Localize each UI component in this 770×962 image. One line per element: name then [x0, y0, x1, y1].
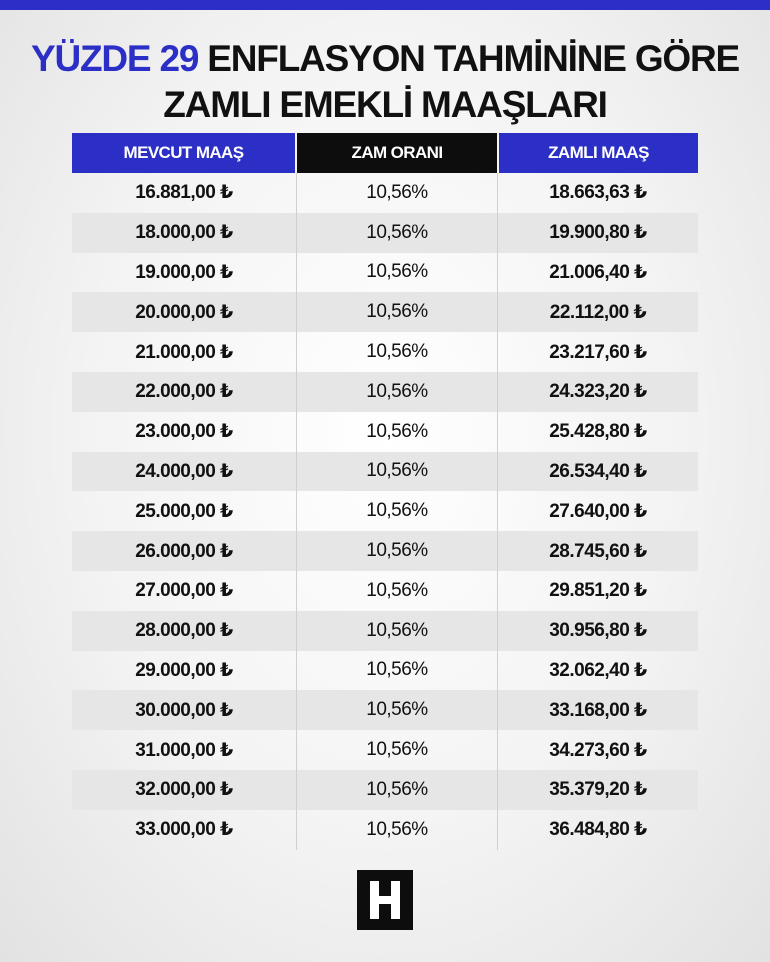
cell-current-salary: 22.000,00 ₺ [72, 372, 297, 412]
cell-current-salary: 23.000,00 ₺ [72, 412, 297, 452]
table-row [72, 412, 698, 452]
table-row [72, 332, 698, 372]
cell-current-salary: 21.000,00 ₺ [72, 332, 297, 372]
cell-raised-salary: 36.484,80 ₺ [549, 819, 647, 841]
cell-raised-salary: 19.900,80 ₺ [549, 222, 647, 244]
cell-raise-rate: 10,56% [297, 611, 498, 651]
cell-current-salary: 31.000,00 ₺ [72, 730, 297, 770]
cell-raised-salary: 33.168,00 ₺ [549, 699, 647, 721]
h-logo-icon [357, 870, 413, 930]
table-row [72, 690, 698, 730]
cell-raised-salary: 35.379,20 ₺ [549, 779, 647, 801]
cell-raised-salary: 25.428,80 ₺ [549, 421, 647, 443]
cell-raised-salary: 18.663,63 ₺ [549, 182, 647, 204]
cell-current-salary: 24.000,00 ₺ [72, 452, 297, 492]
cell-current-salary: 18.000,00 ₺ [72, 213, 297, 253]
title-line-1-rest: ENFLASYON TAHMİNİNE GÖRE [198, 38, 739, 79]
cell-raise-rate: 10,56% [297, 491, 498, 531]
table-row [72, 213, 698, 253]
cell-raise-rate: 10,56% [297, 412, 498, 452]
cell-raise-rate: 10,56% [297, 770, 498, 810]
cell-raised-salary: 29.851,20 ₺ [549, 580, 647, 602]
cell-current-salary: 25.000,00 ₺ [72, 491, 297, 531]
cell-raised-salary: 34.273,60 ₺ [549, 739, 647, 761]
cell-current-salary: 27.000,00 ₺ [72, 571, 297, 611]
title-line-2: ZAMLI EMEKLİ MAAŞLARI [163, 84, 607, 125]
cell-raised-salary: 24.323,20 ₺ [549, 381, 647, 403]
table-row [72, 651, 698, 691]
cell-current-salary: 20.000,00 ₺ [72, 292, 297, 332]
table-body [72, 173, 698, 850]
cell-raise-rate: 10,56% [297, 730, 498, 770]
cell-raise-rate: 10,56% [297, 213, 498, 253]
cell-current-salary: 30.000,00 ₺ [72, 690, 297, 730]
cell-raise-rate: 10,56% [297, 690, 498, 730]
table-row [72, 452, 698, 492]
table-row [72, 611, 698, 651]
cell-current-salary: 16.881,00 ₺ [72, 173, 297, 213]
table-row [72, 253, 698, 293]
cell-raise-rate: 10,56% [297, 332, 498, 372]
top-accent-bar [0, 0, 770, 10]
cell-raise-rate: 10,56% [297, 571, 498, 611]
cell-raised-salary: 30.956,80 ₺ [549, 620, 647, 642]
cell-current-salary: 33.000,00 ₺ [72, 810, 297, 850]
cell-raise-rate: 10,56% [297, 452, 498, 492]
table-row [72, 491, 698, 531]
table-row [72, 571, 698, 611]
table-row [72, 531, 698, 571]
table-header [72, 133, 698, 173]
page-title [0, 36, 770, 128]
cell-raised-salary: 32.062,40 ₺ [549, 659, 647, 681]
cell-current-salary: 29.000,00 ₺ [72, 651, 297, 691]
cell-current-salary: 26.000,00 ₺ [72, 531, 297, 571]
cell-current-salary: 32.000,00 ₺ [72, 770, 297, 810]
table-row [72, 810, 698, 850]
cell-raise-rate: 10,56% [297, 173, 498, 213]
header-current-salary: MEVCUT MAAŞ [72, 133, 295, 173]
table-row [72, 372, 698, 412]
cell-raise-rate: 10,56% [297, 292, 498, 332]
salary-table [72, 133, 698, 850]
cell-current-salary: 19.000,00 ₺ [72, 253, 297, 293]
cell-raised-salary: 22.112,00 ₺ [549, 301, 647, 323]
table-row [72, 770, 698, 810]
header-raised-salary: ZAMLI MAAŞ [499, 133, 698, 173]
cell-raise-rate: 10,56% [297, 253, 498, 293]
cell-raised-salary: 26.534,40 ₺ [549, 460, 647, 482]
cell-raise-rate: 10,56% [297, 810, 498, 850]
title-line-1 [0, 36, 770, 82]
cell-raised-salary: 23.217,60 ₺ [549, 341, 647, 363]
title-accent: YÜZDE 29 [30, 38, 199, 79]
cell-raise-rate: 10,56% [297, 531, 498, 571]
cell-raised-salary: 21.006,40 ₺ [549, 261, 647, 283]
table-row [72, 173, 698, 213]
cell-current-salary: 28.000,00 ₺ [72, 611, 297, 651]
table-row [72, 292, 698, 332]
header-raise-rate: ZAM ORANI [297, 133, 497, 173]
cell-raise-rate: 10,56% [297, 651, 498, 691]
table-row [72, 730, 698, 770]
cell-raised-salary: 27.640,00 ₺ [549, 500, 647, 522]
cell-raised-salary: 28.745,60 ₺ [549, 540, 647, 562]
cell-raise-rate: 10,56% [297, 372, 498, 412]
